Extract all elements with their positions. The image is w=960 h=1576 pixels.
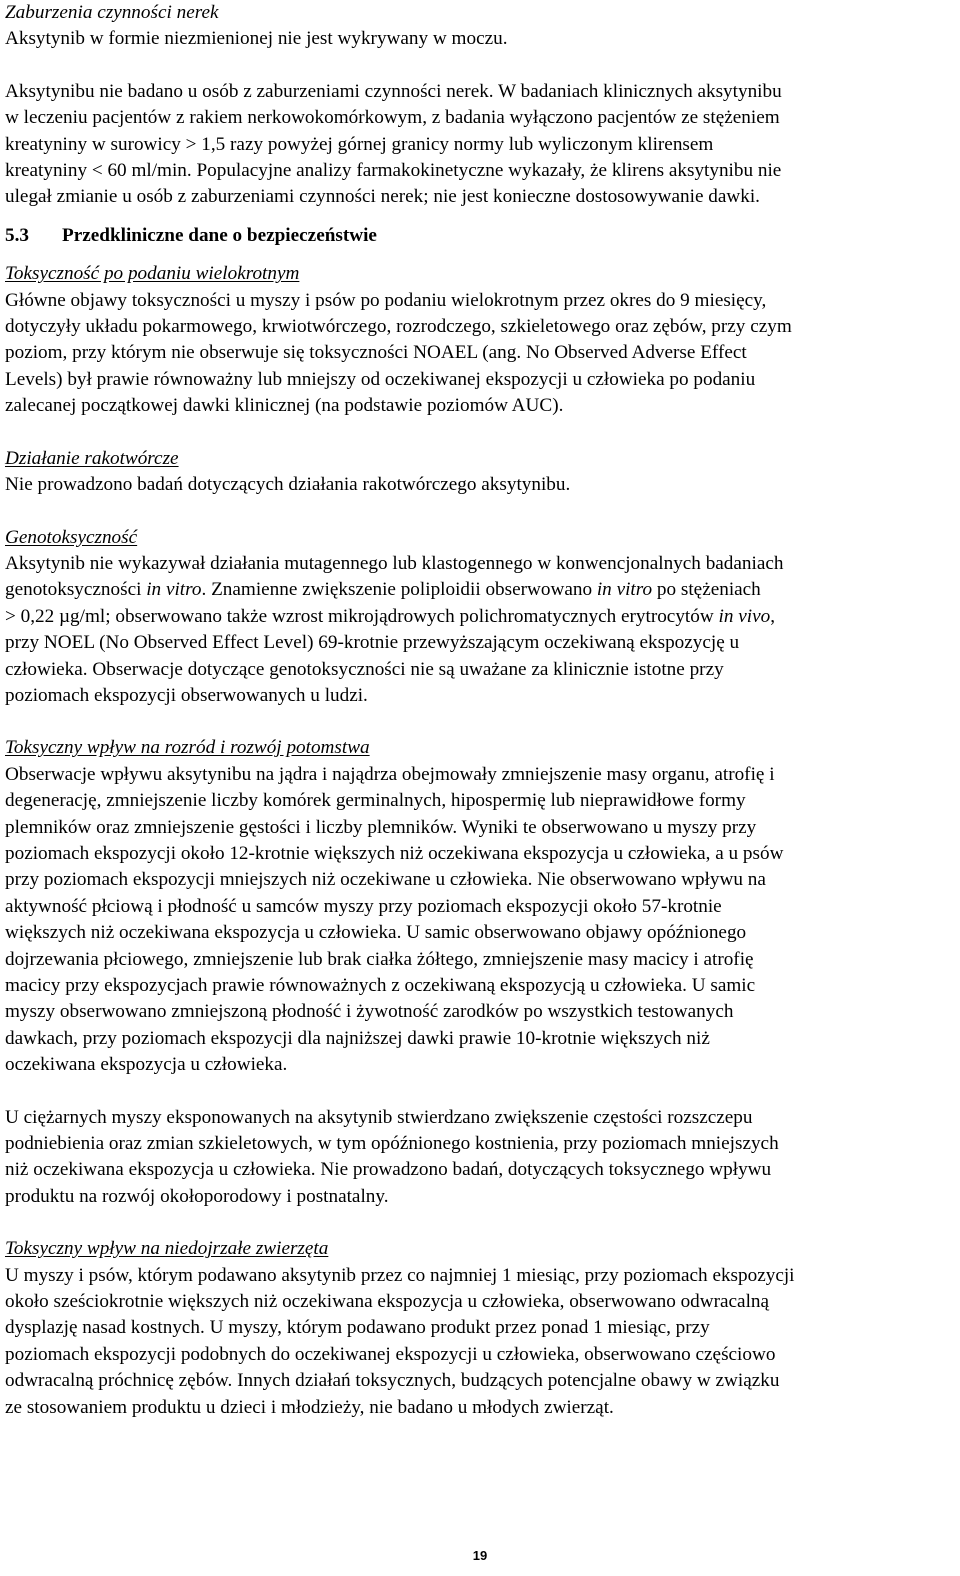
document-page [5, 0, 955, 1421]
genotoxicity-text-2: . Znamienne zwiększenie poliploidii obserwowano [201, 579, 597, 601]
carcinogenicity-subheading: Działanie rakotwórcze [5, 447, 179, 469]
carcinogenicity-paragraph: Nie prowadzono badań dotyczących działania rakotwórczego aksytynibu. [5, 474, 571, 496]
genotoxicity-subheading: Genotoksyczność [5, 526, 138, 548]
page-number: 19 [472, 1548, 488, 1563]
repeat-tox-subheading: Toksyczność po podaniu wielokrotnym [5, 263, 300, 285]
renal-line: Aksytynib w formie niezmienionej nie jest wykrywany w moczu. [5, 28, 508, 50]
reproduction-paragraph-1: Obserwacje wpływu aksytynibu na jądra i najądrza obejmowały zmniejszenie masy organu, atrofię i degenerację, zmniejszenie liczby komórek germinalnych, hipospermię lub nieprawidłowe formy plemników oraz zmniejszenie gęstości i liczby plemników. Wyniki te obserwowano u myszy przy poziomach ekspozycji około 12-krotnie większych niż oczekiwana ekspozycja u człowieka, a u psów przy poziomach ekspozycji mniejszych niż oczekiwane u człowieka. Nie obserwowano wpływu na aktywność płciową i płodność u samców myszy przy poziomach ekspozycji około 57-krotnie większych niż oczekiwana ekspozycja u człowieka. U samic obserwowano objawy opóźnionego dojrzewania płciowego, zmniejszenie lub brak ciałka żółtego, zmniejszenie masy macicy i atrofię macicy przy ekspozycjach prawie równoważnych z oczekiwaną ekspozycją u człowieka. U samic myszy obserwowano zmniejszoną płodność i żywotność zarodków po wszystkich testowanych dawkach, przy poziomach ekspozycji dla najniższej dawki prawie 10-krotnie większych niż oczekiwana ekspozycja u człowieka. [5, 763, 784, 1076]
section-heading [5, 223, 955, 249]
juvenile-paragraph: U myszy i psów, którym podawano aksytynib przez co najmniej 1 miesiąc, przy poziomach ekspozycji około sześciokrotnie większych niż oczekiwana ekspozycja u człowieka, obserwowano odwracalną dysplazję nasad kostnych. U myszy, którym podawano produkt przez ponad 1 miesiąc, przy poziomach ekspozycji podobnych do oczekiwanej ekspozycji u człowieka, obserwowano częściowo odwracalną próchnicę zębów. Innych działań toksycznych, budzących potencjalne obawy w związku ze stosowaniem produktu u dzieci i młodzieży, nie badano u młodych zwierząt. [5, 1264, 795, 1418]
genotoxicity-italic-2: in vitro [596, 579, 653, 601]
renal-paragraph: Aksytynibu nie badano u osób z zaburzeniami czynności nerek. W badaniach klinicznych aksytynibu w leczeniu pacjentów z rakiem nerkowokomórkowym, z badania wyłączono pacjentów ze stężeniem kreatyniny w surowicy > 1,5 razy powyżej górnej granicy normy lub wyliczonym klirensem kreatyniny < 60 ml/min. Populacyjne analizy farmakokinetyczne wykazały, że klirens aksytynibu nie ulegał zmianie u osób z zaburzeniami czynności nerek; nie jest konieczne dostosowywanie dawki. [5, 80, 782, 208]
reproduction-paragraph-2: U ciężarnych myszy eksponowanych na aksytynib stwierdzano zwiększenie częstości rozszczepu podniebienia oraz zmian szkieletowych, w tym opóźnionego kostnienia, przy poziomach mniejszych niż oczekiwana ekspozycja u człowieka. Nie prowadzono badań, dotyczących toksycznego wpływu produktu na rozwój okołoporodowy i postnatalny. [5, 1106, 779, 1207]
genotoxicity-text-3: po stężeniach > 0,22 µg/ml; obserwowano także wzrost mikrojądrowych polichromatycznych erytrocytów [5, 579, 761, 627]
reproduction-subheading: Toksyczny wpływ na rozród i rozwój potomstwa [5, 737, 370, 759]
genotoxicity-text-4: , przy NOEL (No Observed Effect Level) 69-krotnie przewyższającym oczekiwaną ekspozycję u człowieka. Obserwacje dotyczące genotoksyczności nie są uważane za klinicznie istotne przy poziomach ekspozycji obserwowanych u ludzi. [5, 605, 775, 706]
renal-subheading: Zaburzenia czynności nerek [5, 2, 219, 23]
genotoxicity-paragraph [5, 551, 955, 709]
section-title: Przedkliniczne dane o bezpieczeństwie [62, 224, 377, 246]
section-number: 5.3 [5, 224, 29, 246]
genotoxicity-italic-1: in vitro [146, 579, 202, 601]
genotoxicity-text-1: Aksytynib nie wykazywał działania mutagennego lub klastogennego w konwencjonalnych badaniach genotoksyczności [5, 552, 784, 601]
repeat-tox-paragraph: Główne objawy toksyczności u myszy i psów po podaniu wielokrotnym przez okres do 9 miesięcy, dotyczyły układu pokarmowego, krwiotwórczego, rozrodczego, szkieletowego oraz zębów, przy czym poziom, przy którym nie obserwuje się toksyczności NOAEL (ang. No Observed Adverse Effect Levels) był prawie równoważny lub mniejszy od oczekiwanej ekspozycji u człowieka po podaniu zalecanej początkowej dawki klinicznej (na podstawie poziomów AUC). [5, 289, 792, 417]
juvenile-subheading: Toksyczny wpływ na niedojrzałe zwierzęta [5, 1238, 329, 1260]
genotoxicity-italic-3: in vivo [718, 605, 771, 627]
